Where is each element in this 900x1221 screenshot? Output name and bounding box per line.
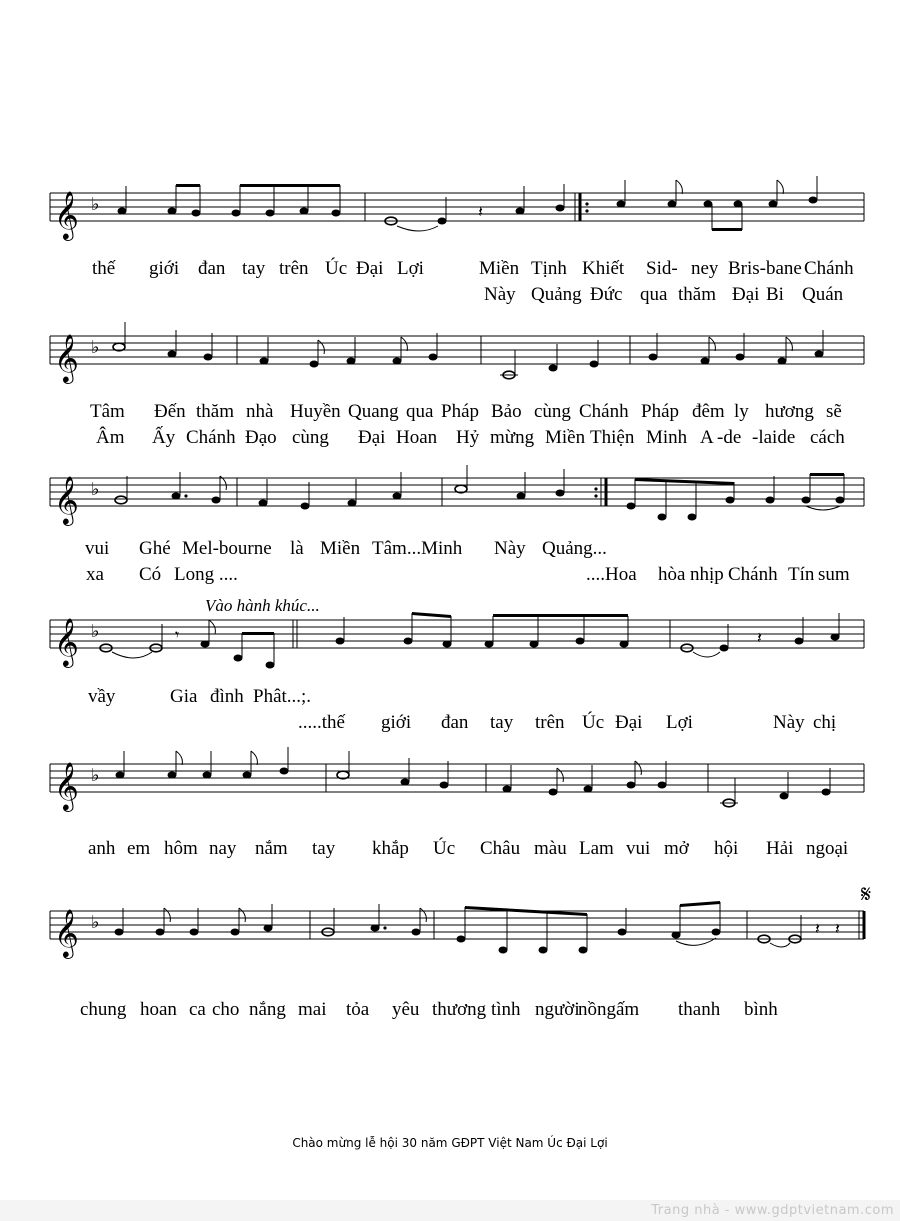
lyric-syllable: -laide bbox=[752, 427, 796, 448]
site-watermark[interactable]: Trang nhà - www.gdptvietnam.com bbox=[651, 1203, 894, 1218]
lyric-syllable: nồng bbox=[578, 999, 616, 1020]
lyric-syllable: Này bbox=[773, 712, 805, 733]
svg-text:𝄽: 𝄽 bbox=[815, 919, 820, 938]
lyric-syllable: Quang bbox=[348, 401, 399, 422]
flat-icon: ♭ bbox=[91, 194, 100, 215]
lyric-syllable: Sid- bbox=[646, 258, 678, 279]
lyric-syllable: hội bbox=[714, 838, 739, 859]
lyric-syllable: Chánh bbox=[579, 401, 629, 422]
lyric-syllable: tay bbox=[490, 712, 514, 733]
lyric-syllable: ....Hoa bbox=[586, 564, 637, 585]
lyric-syllable: Phât...;. bbox=[253, 686, 312, 707]
lyric-syllable: mở bbox=[664, 838, 689, 859]
lyric-syllable: thăm bbox=[678, 284, 716, 305]
svg-text:𝄽: 𝄽 bbox=[835, 919, 840, 938]
lyric-syllable: Có bbox=[139, 564, 162, 585]
lyric-syllable: sum bbox=[818, 564, 850, 585]
lyric-syllable: giới bbox=[149, 258, 180, 279]
lyric-syllable: Ghé bbox=[139, 538, 171, 559]
lyric-syllable: Đại bbox=[732, 284, 760, 305]
lyric-syllable: đan bbox=[198, 258, 226, 279]
lyric-syllable: Tâm...Minh bbox=[372, 538, 463, 559]
lyric-syllable: thanh bbox=[678, 999, 721, 1020]
lyric-syllable: đêm bbox=[692, 401, 725, 422]
svg-text:𝄽: 𝄽 bbox=[757, 628, 762, 647]
svg-text:𝄞: 𝄞 bbox=[54, 475, 79, 524]
lyric-syllable: -de bbox=[717, 427, 742, 448]
lyric-syllable: hôm bbox=[164, 838, 198, 859]
svg-text:♭: ♭ bbox=[91, 479, 100, 500]
lyric-syllable: đình bbox=[210, 686, 244, 707]
lyric-syllable: chị bbox=[813, 712, 837, 733]
lyric-syllable: trên bbox=[535, 712, 565, 733]
lyric-syllable: Khiết bbox=[582, 258, 625, 279]
lyric-syllable: Quảng... bbox=[542, 538, 607, 559]
lyric-syllable: Mel-bourne bbox=[182, 538, 272, 559]
lyric-syllable: thế bbox=[92, 258, 116, 279]
lyric-syllable: tay bbox=[312, 838, 336, 859]
lyric-syllable: Chánh bbox=[728, 564, 778, 585]
lyrics-line-6a bbox=[0, 999, 900, 1023]
lyric-syllable: Đức bbox=[590, 284, 623, 305]
lyric-syllable: Bris-bane bbox=[728, 258, 802, 279]
lyric-syllable: ấm bbox=[616, 999, 640, 1020]
lyric-syllable: ca bbox=[189, 999, 206, 1020]
lyric-syllable: chung bbox=[80, 999, 127, 1020]
lyric-syllable: Hải bbox=[766, 838, 794, 859]
lyric-syllable: ney bbox=[691, 258, 719, 279]
lyric-syllable: vui bbox=[85, 538, 110, 559]
lyric-syllable: tình bbox=[491, 999, 521, 1020]
lyric-syllable: Quảng bbox=[531, 284, 582, 305]
svg-text:♭: ♭ bbox=[91, 912, 100, 933]
lyric-syllable: Úc bbox=[433, 838, 456, 859]
lyric-syllable: Tín bbox=[788, 564, 815, 585]
lyric-syllable: anh bbox=[88, 838, 116, 859]
svg-text:𝄞: 𝄞 bbox=[54, 761, 79, 810]
lyric-syllable: cùng bbox=[292, 427, 329, 448]
svg-text:𝄞: 𝄞 bbox=[54, 333, 79, 382]
lyric-syllable: Đại bbox=[356, 258, 384, 279]
svg-text:𝄞: 𝄞 bbox=[54, 908, 79, 957]
lyric-syllable: Hoan bbox=[396, 427, 438, 448]
lyric-syllable: Long .... bbox=[174, 564, 238, 585]
lyric-syllable: Úc bbox=[582, 712, 605, 733]
lyric-syllable: Miền bbox=[479, 258, 520, 279]
lyric-syllable: nắm bbox=[255, 838, 288, 859]
lyric-syllable: Này bbox=[494, 538, 526, 559]
lyric-syllable: nay bbox=[209, 838, 237, 859]
lyric-syllable: Minh bbox=[646, 427, 688, 448]
lyric-syllable: Lợi bbox=[397, 258, 424, 279]
lyric-syllable: .....thế bbox=[298, 712, 345, 733]
lyric-syllable: Đạo bbox=[245, 427, 277, 448]
lyric-syllable: Âm bbox=[96, 427, 125, 448]
lyric-syllable: mai bbox=[298, 999, 327, 1020]
svg-text:♭: ♭ bbox=[91, 337, 100, 358]
lyric-syllable: Pháp bbox=[441, 401, 479, 422]
lyric-syllable: nhà bbox=[246, 401, 274, 422]
lyric-syllable: cách bbox=[810, 427, 845, 448]
lyric-syllable: Tâm bbox=[90, 401, 125, 422]
lyric-syllable: qua bbox=[406, 401, 434, 422]
svg-text:𝄾: 𝄾 bbox=[175, 625, 180, 644]
lyric-syllable: qua bbox=[640, 284, 668, 305]
lyric-syllable: là bbox=[290, 538, 304, 559]
lyric-syllable: Huyền bbox=[290, 401, 341, 422]
tempo-direction: Vào hành khúc... bbox=[205, 596, 320, 615]
lyric-syllable: cho bbox=[212, 999, 240, 1020]
lyric-syllable: hương bbox=[765, 401, 814, 422]
lyric-syllable: nắng bbox=[249, 999, 286, 1020]
lyric-syllable: Này bbox=[484, 284, 516, 305]
lyric-syllable: Bi bbox=[766, 284, 784, 305]
svg-text:𝄽: 𝄽 bbox=[478, 202, 483, 221]
lyric-syllable: ly bbox=[734, 401, 749, 422]
lyric-syllable: em bbox=[127, 838, 151, 859]
lyric-syllable: nhịp bbox=[690, 564, 724, 585]
lyric-syllable: Ấy bbox=[152, 427, 176, 448]
lyric-syllable: khắp bbox=[372, 838, 409, 859]
lyric-syllable: mừng bbox=[490, 427, 535, 448]
lyric-syllable: vầy bbox=[88, 686, 116, 707]
lyric-syllable: giới bbox=[381, 712, 412, 733]
lyric-syllable: màu bbox=[534, 838, 567, 859]
lyric-syllable: Bảo bbox=[491, 401, 522, 422]
lyric-syllable: cùng bbox=[534, 401, 571, 422]
lyric-syllable: thương bbox=[432, 999, 487, 1020]
lyric-syllable: bình bbox=[744, 999, 778, 1020]
lyric-syllable: ngoại bbox=[806, 838, 849, 859]
lyric-syllable: Chánh bbox=[186, 427, 236, 448]
lyric-syllable: Chánh bbox=[804, 258, 854, 279]
lyric-syllable: Tịnh bbox=[531, 258, 567, 279]
lyric-syllable: xa bbox=[86, 564, 104, 585]
lyric-syllable: Hỷ bbox=[456, 427, 480, 448]
svg-text:♭: ♭ bbox=[91, 765, 100, 786]
lyric-syllable: Miền bbox=[320, 538, 361, 559]
lyric-syllable: Châu bbox=[480, 838, 521, 859]
lyric-syllable: hòa bbox=[658, 564, 686, 585]
lyric-syllable: Gia bbox=[170, 686, 198, 707]
svg-text:♭: ♭ bbox=[91, 621, 100, 642]
lyric-syllable: Quán bbox=[802, 284, 844, 305]
lyric-syllable: đan bbox=[441, 712, 469, 733]
lyric-syllable: sẽ bbox=[826, 401, 842, 422]
lyric-syllable: hoan bbox=[140, 999, 177, 1020]
lyric-syllable: tay bbox=[242, 258, 266, 279]
lyric-syllable: Đến bbox=[154, 401, 186, 422]
lyric-syllable: Đại bbox=[358, 427, 386, 448]
segno-icon: 𝄋 bbox=[860, 880, 872, 908]
svg-text:𝄞: 𝄞 bbox=[54, 617, 79, 666]
treble-clef-icon: 𝄞 bbox=[54, 190, 79, 239]
lyric-syllable: yêu bbox=[392, 999, 420, 1020]
lyric-syllable: A bbox=[700, 427, 714, 448]
lyric-syllable: Úc bbox=[325, 258, 348, 279]
lyric-syllable: Thiện bbox=[590, 427, 635, 448]
lyric-syllable: trên bbox=[279, 258, 309, 279]
lyric-syllable: Lam bbox=[579, 838, 614, 859]
lyric-syllable: người bbox=[535, 999, 580, 1020]
lyric-syllable: Lợi bbox=[666, 712, 693, 733]
lyric-syllable: vui bbox=[626, 838, 651, 859]
lyric-syllable: thăm bbox=[196, 401, 234, 422]
lyric-syllable: Miền bbox=[545, 427, 586, 448]
footer-caption: Chào mừng lễ hội 30 năm GĐPT Việt Nam Úc Đại Lợi bbox=[292, 1136, 608, 1150]
lyric-syllable: tỏa bbox=[346, 999, 370, 1020]
lyric-syllable: Pháp bbox=[641, 401, 679, 422]
lyric-syllable: Đại bbox=[615, 712, 643, 733]
